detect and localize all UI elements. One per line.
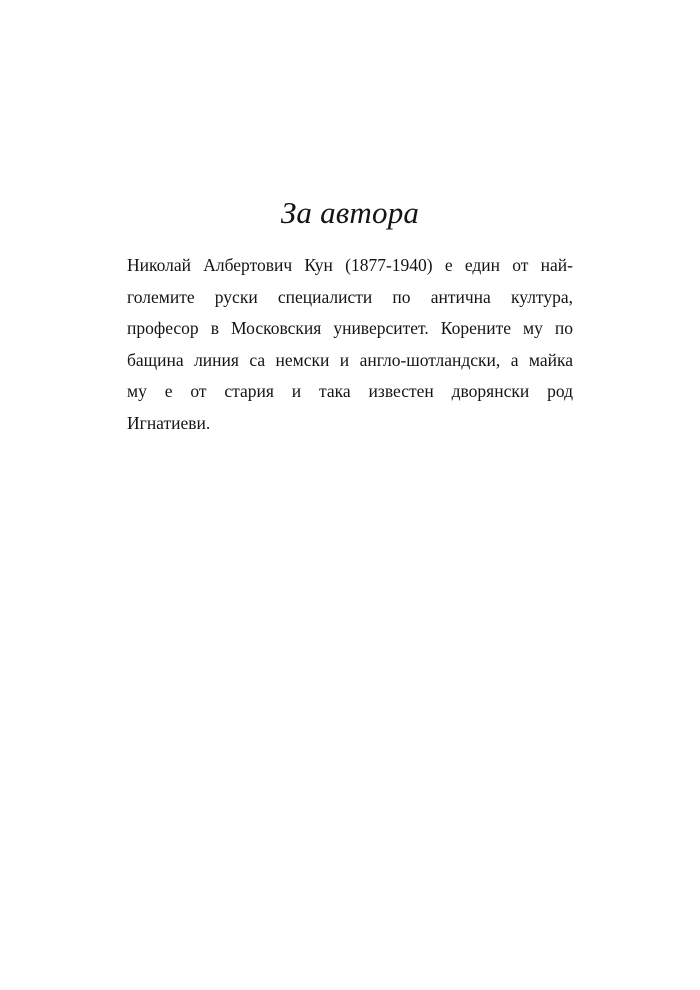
paragraph-line: бащина линия са немски и англо-шотландски, а майка — [127, 349, 573, 370]
paragraph-line: Игнатиеви. — [127, 412, 211, 433]
page-title: За автора — [280, 195, 420, 230]
author-paragraph — [127, 250, 573, 439]
paragraph-line: му е от стария и така известен дворянски род — [127, 381, 573, 401]
paragraph-line: Николай Албертович Кун (1877-1940) е един от най- — [127, 255, 573, 275]
paragraph-line: професор в Московския университет. Корените му по — [127, 318, 573, 338]
paragraph-line: големите руски специалисти по антична култура, — [127, 286, 573, 307]
